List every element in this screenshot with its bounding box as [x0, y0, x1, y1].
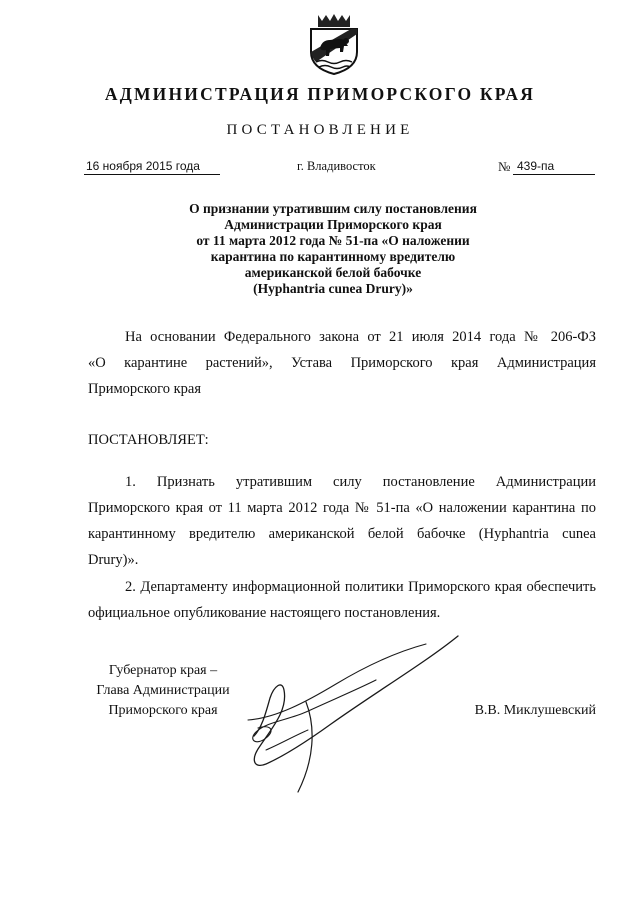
- paragraph-item-2: [88, 574, 596, 626]
- decree-word: ПОСТАНОВЛЯЕТ:: [88, 432, 209, 448]
- handwritten-signature-icon: [236, 632, 472, 798]
- position-line: Глава Администрации: [96, 683, 230, 698]
- organization-title: АДМИНИСТРАЦИЯ ПРИМОРСКОГО КРАЯ: [104, 84, 536, 104]
- number-label: №: [498, 159, 511, 174]
- paragraph-line: «О карантине растений», Устава Приморского края Администрация: [88, 355, 596, 371]
- document-date: 16 ноября 2015 года: [84, 159, 220, 175]
- subject-line: О признании утратившим силу постановления: [189, 201, 477, 216]
- paragraph-item-1: [88, 469, 596, 573]
- signatory-position: [87, 661, 239, 721]
- subject-line: от 11 марта 2012 года № 51-па «О наложении: [196, 233, 470, 248]
- decree-heading: [88, 427, 596, 453]
- document-subject: [150, 201, 516, 297]
- paragraph-line: На основании Федерального закона от 21 июля 2014 года № 206-ФЗ: [125, 329, 596, 345]
- paragraph-line: Приморского края: [88, 381, 202, 397]
- position-line: Губернатор края –: [108, 663, 218, 678]
- subject-line: Администрации Приморского края: [224, 217, 442, 232]
- paragraph-line: 2. Департаменту информационной политики Приморского края обеспечить: [125, 579, 596, 595]
- paragraph-line: Drury)».: [88, 552, 139, 568]
- subject-line: американской белой бабочке: [244, 265, 422, 280]
- coat-of-arms-icon: [306, 12, 362, 76]
- paragraph-line: карантинному вредителю американской белой бабочке (Hyphantria cunea: [88, 526, 596, 542]
- subject-line: (Hyphantria cunea Drury)»: [253, 281, 413, 296]
- paragraph-line: 1. Признать утратившим силу постановление Администрации: [125, 474, 596, 490]
- subject-line: карантина по карантинному вредителю: [210, 249, 456, 264]
- document-city: г. Владивосток: [297, 159, 376, 173]
- paragraph-line: официальное опубликование настоящего постановления.: [88, 605, 441, 621]
- paragraph-basis: [88, 324, 596, 402]
- signatory-name: В.В. Миклушевский: [474, 703, 596, 718]
- position-line: Приморского края: [108, 703, 218, 718]
- document-type: ПОСТАНОВЛЕНИЕ: [226, 122, 414, 138]
- document-number: 439-па: [513, 159, 595, 175]
- paragraph-line: Приморского края от 11 марта 2012 года № 51-па «О наложении карантина по: [88, 500, 596, 516]
